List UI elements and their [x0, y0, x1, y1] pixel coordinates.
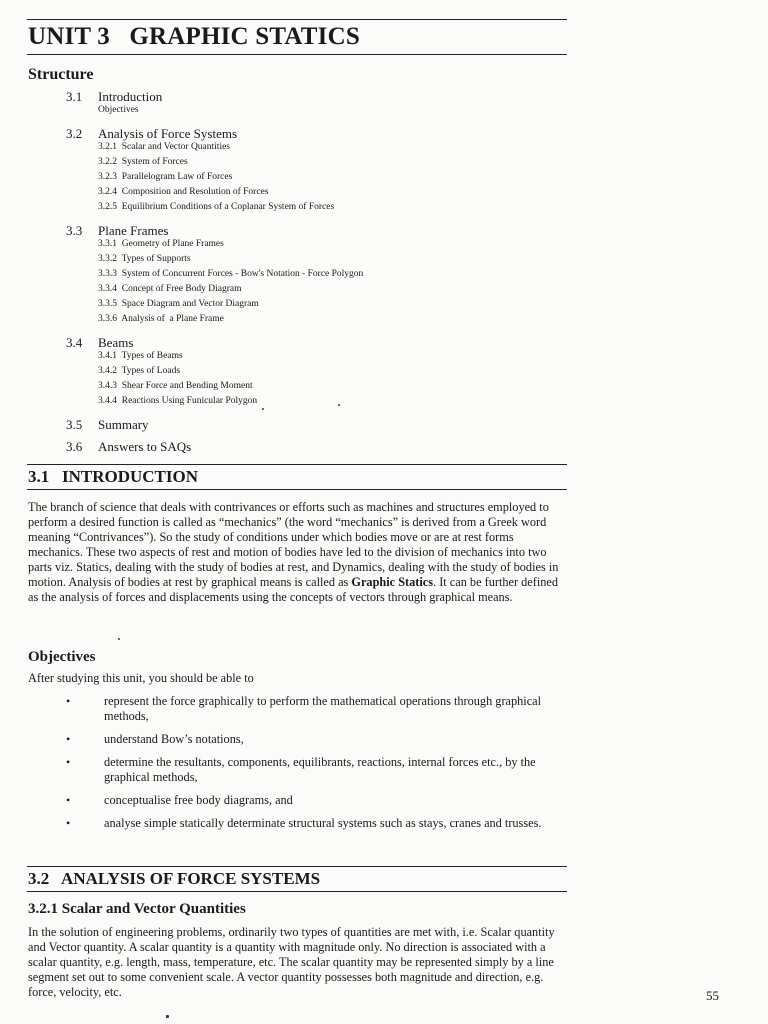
objective-item — [60, 755, 570, 785]
toc-subsection: 3.2.5 Equilibrium Conditions of a Coplanar System of Forces — [98, 202, 335, 212]
toc-subsection: 3.3.3 System of Concurrent Forces - Bow's Notation - Force Polygon — [98, 269, 364, 279]
bullet-icon: • — [66, 694, 71, 708]
toc-subsection: 3.2.1 Scalar and Vector Quantities — [98, 142, 230, 152]
table-of-contents — [66, 89, 546, 455]
objective-text: determine the resultants, components, equilibrants, reactions, internal forces etc., by the graphical methods, — [104, 755, 536, 784]
toc-subsection: 3.2.4 Composition and Resolution of Forces — [98, 187, 269, 197]
objective-text: understand Bow’s notations, — [104, 732, 244, 746]
toc-section — [66, 126, 546, 142]
section-321-paragraph: In the solution of engineering problems, ordinarily two types of quantities are met with, i.e. Scalar quantity and Vector quantity. A scalar quantity is a quantity with magnitude only. No direction is associated with a scalar quantity, e.g. length, mass, temperature, etc. The scalar quantity may be represented simply by a line segment set out to some convenient scale. A vector quantity possesses both magnitude and direction, e.g. force, velocity, etc. — [28, 925, 555, 999]
intro-bottom-rule — [27, 489, 567, 490]
toc-subsection: 3.3.2 Types of Supports — [98, 254, 191, 264]
section-32-heading: 3.2 ANALYSIS OF FORCE SYSTEMS — [28, 869, 321, 888]
toc-subsection: 3.4.3 Shear Force and Bending Moment — [98, 381, 253, 391]
objective-item — [60, 732, 570, 747]
objective-text: conceptualise free body diagrams, and — [104, 793, 293, 807]
objective-item — [60, 694, 570, 724]
toc-section-label: Answers to SAQs — [98, 439, 192, 454]
page-number: 55 — [706, 988, 719, 1003]
toc-subsection: 3.3.4 Concept of Free Body Diagram — [98, 284, 242, 294]
bullet-icon: • — [66, 732, 71, 746]
unit-title-rule — [27, 54, 567, 55]
bullet-icon: • — [66, 816, 71, 830]
graphic-statics-term: Graphic Statics — [351, 575, 434, 589]
toc-section-label: Plane Frames — [98, 223, 169, 238]
unit-title: UNIT 3 GRAPHIC STATICS — [28, 23, 360, 50]
toc-section-label: Introduction — [98, 89, 163, 104]
toc-subsection: 3.2.2 System of Forces — [98, 157, 188, 167]
toc-section-label: Analysis of Force Systems — [98, 126, 238, 141]
objectives-heading: Objectives — [28, 649, 96, 665]
toc-section-number: 3.6 — [66, 439, 83, 454]
objective-item — [60, 816, 570, 831]
toc-section — [66, 89, 546, 105]
intro-paragraph — [28, 500, 568, 605]
toc-subsection: 3.2.3 Parallelogram Law of Forces — [98, 172, 233, 182]
toc-subsection: 3.3.6 Analysis of a Plane Frame — [98, 314, 224, 324]
toc-section — [66, 417, 546, 433]
toc-section-number: 3.5 — [66, 417, 83, 432]
toc-section — [66, 223, 546, 239]
objectives-list — [60, 694, 570, 831]
toc-section-number: 3.3 — [66, 223, 83, 238]
toc-section-label: Beams — [98, 335, 134, 350]
toc-subsection: 3.4.4 Reactions Using Funicular Polygon — [98, 396, 258, 406]
intro-heading: 3.1 INTRODUCTION — [28, 467, 199, 486]
intro-top-rule — [27, 464, 567, 465]
toc-section-number: 3.2 — [66, 126, 83, 141]
toc-section-number: 3.4 — [66, 335, 83, 350]
toc-note: Objectives — [98, 105, 139, 115]
toc-section-number: 3.1 — [66, 89, 83, 104]
bullet-icon: • — [66, 793, 71, 807]
objective-item — [60, 793, 570, 808]
toc-subsection: 3.4.1 Types of Beams — [98, 351, 183, 361]
scan-speck — [118, 638, 120, 640]
toc-subsection: 3.4.2 Types of Loads — [98, 366, 181, 376]
top-rule — [27, 19, 567, 20]
structure-heading: Structure — [28, 66, 94, 83]
toc-subsection: 3.3.1 Geometry of Plane Frames — [98, 239, 224, 249]
toc-section — [66, 439, 546, 455]
objectives-lead: After studying this unit, you should be able to — [28, 671, 254, 685]
intro-paragraph-pre: The branch of science that deals with contrivances or efforts such as machines and structures employed to perform a desired function is called as “mechanics” (the word “mechanics” is derived from a Greek word meaning “Contrivances”). So the study of conditions under which bodies move or are at rest forms mechanics. These two aspects of rest and motion of bodies have led to the division of mechanics into two parts viz. Statics, dealing with the study of bodies at rest, and Dynamics, dealing with the study of bodies in motion. Analysis of bodies at rest by graphical means is called as — [28, 500, 559, 589]
section-32-top-rule — [27, 866, 567, 867]
bullet-icon: • — [66, 755, 71, 769]
scan-speck — [166, 1015, 169, 1018]
objective-text: represent the force graphically to perform the mathematical operations through graphical methods, — [104, 694, 542, 723]
scan-speck — [338, 404, 340, 406]
intro-paragraph-post: . It can be further defined as the analysis of forces and displacements using the concepts of vectors through graphical means. — [28, 575, 559, 604]
section-32-bottom-rule — [27, 891, 567, 892]
toc-section — [66, 335, 546, 351]
section-321-heading: 3.2.1 Scalar and Vector Quantities — [28, 901, 246, 917]
objective-text: analyse simple statically determinate structural systems such as stays, cranes and trusses. — [104, 816, 542, 830]
toc-subsection: 3.3.5 Space Diagram and Vector Diagram — [98, 299, 259, 309]
toc-section-label: Summary — [98, 417, 149, 432]
scan-speck — [262, 408, 264, 410]
